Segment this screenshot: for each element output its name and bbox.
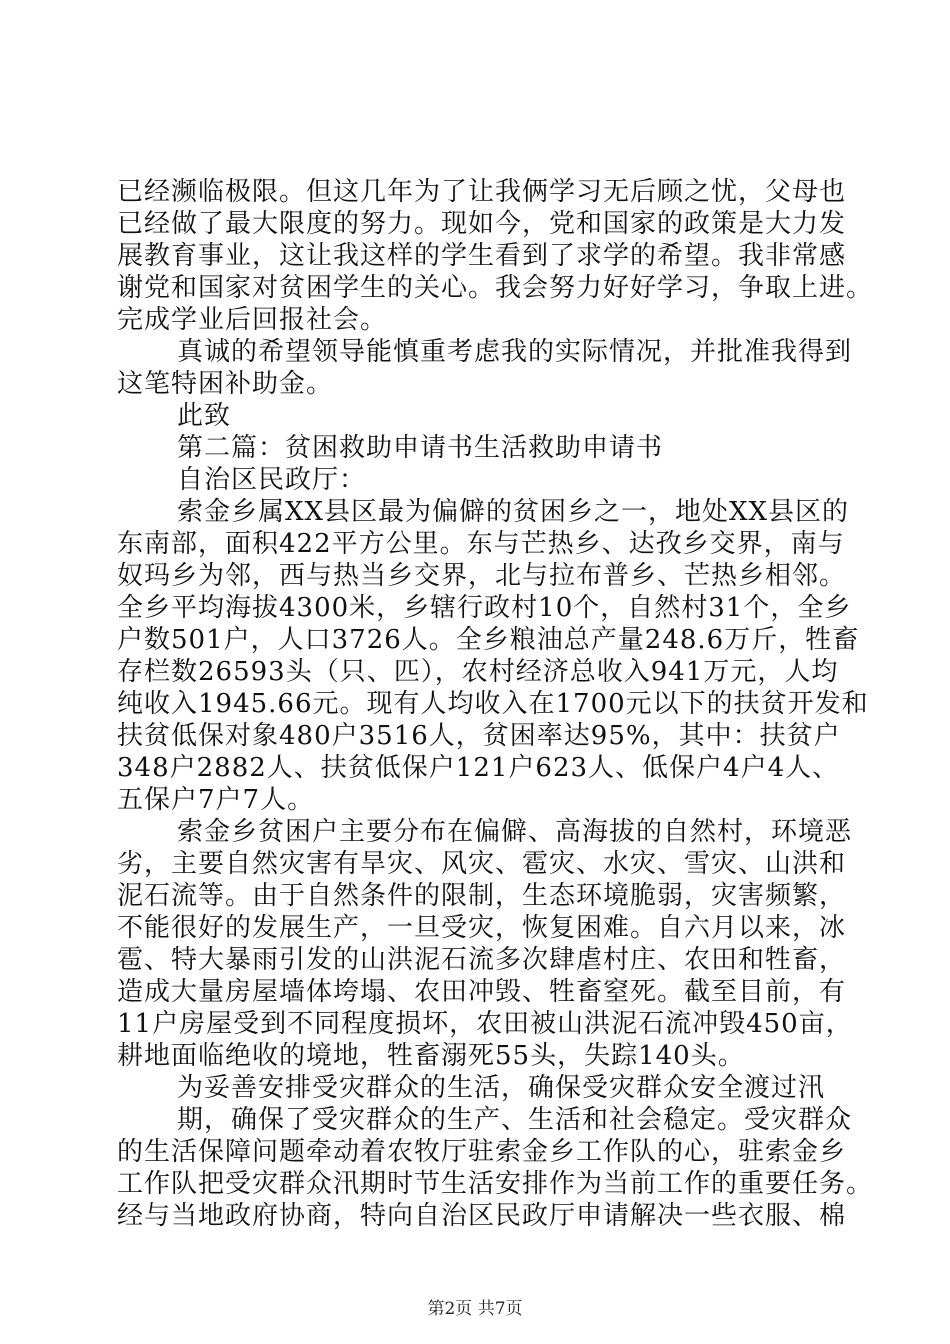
body-line: 期，确保了受灾群众的生产、生活和社会稳定。受灾群众: [177, 1105, 853, 1135]
body-line: 奴玛乡为邻，西与热当乡交界，北与拉布普乡、芒热乡相邻。: [117, 561, 847, 591]
body-line: 东南部，面积422平方公里。东与芒热乡、达孜乡交界，南与: [117, 529, 845, 559]
page-number-footer: 第2页 共7页: [427, 1299, 523, 1319]
body-line: 不能很好的发展生产，一旦受灾，恢复困难。自六月以来，冰: [117, 913, 847, 943]
body-line: 存栏数26593头（只、匹），农村经济总收入941万元，人均: [117, 657, 839, 687]
body-line: 户数501户，人口3726人。全乡粮油总产量248.6万斤，牲畜: [117, 625, 860, 655]
body-line: 完成学业后回报社会。: [117, 305, 388, 335]
body-line: 雹、特大暴雨引发的山洪泥石流多次肆虐村庄、农田和牲畜，: [117, 945, 847, 975]
body-line: 造成大量房屋墙体垮塌、农田冲毁、牲畜窒死。截至目前，有: [117, 977, 847, 1007]
body-line: 劣，主要自然灾害有旱灾、风灾、雹灾、水灾、雪灾、山洪和: [117, 849, 847, 879]
body-line: 五保户7户7人。: [117, 785, 315, 815]
body-line: 为妥善安排受灾群众的生活，确保受灾群众安全渡过汛: [177, 1073, 826, 1103]
body-line: 谢党和国家对贫困学生的关心。我会努力好好学习，争取上进。: [117, 273, 874, 303]
body-line: 耕地面临绝收的境地，牲畜溺死55头，失踪140头。: [117, 1041, 745, 1071]
body-line: 已经濒临极限。但这几年为了让我俩学习无后顾之忧，父母也: [117, 177, 847, 207]
body-line: 展教育事业，这让我这样的学生看到了求学的希望。我非常感: [117, 241, 847, 271]
body-line: 扶贫低保对象480户3516人，贫困率达95%，其中：扶贫户: [117, 721, 841, 751]
body-line: 泥石流等。由于自然条件的限制，生态环境脆弱，灾害频繁，: [117, 881, 847, 911]
body-line: 经与当地政府协商，特向自治区民政厅申请解决一些衣服、棉: [117, 1201, 847, 1231]
body-line: 348户2882人、扶贫低保户121户623人、低保户4户4人、: [117, 753, 840, 783]
body-line: 已经做了最大限度的努力。现如今，党和国家的政策是大力发: [117, 209, 847, 239]
body-line: 11户房屋受到不同程度损坏，农田被山洪泥石流冲毁450亩，: [117, 1009, 853, 1039]
body-line: 这笔特困补助金。: [117, 369, 334, 399]
body-line: 全乡平均海拔4300米，乡辖行政村10个，自然村31个，全乡: [117, 593, 852, 623]
body-line: 纯收入1945.66元。现有人均收入在1700元以下的扶贫开发和: [117, 689, 869, 719]
body-line: 工作队把受灾群众汛期时节生活安排作为当前工作的重要任务。: [117, 1169, 874, 1199]
body-line: 真诚的希望领导能慎重考虑我的实际情况，并批准我得到: [177, 337, 853, 367]
section-heading: 第二篇：贫困救助申请书生活救助申请书: [177, 433, 664, 463]
body-line: 索金乡贫困户主要分布在偏僻、高海拔的自然村，环境恶: [177, 817, 853, 847]
body-line: 的生活保障问题牵动着农牧厅驻索金乡工作队的心，驻索金乡: [117, 1137, 847, 1167]
body-line: 索金乡属XX县区最为偏僻的贫困乡之一，地处XX县区的: [177, 497, 850, 527]
closing-salutation: 此致: [177, 401, 232, 431]
addressee: 自治区民政厅：: [177, 465, 367, 495]
